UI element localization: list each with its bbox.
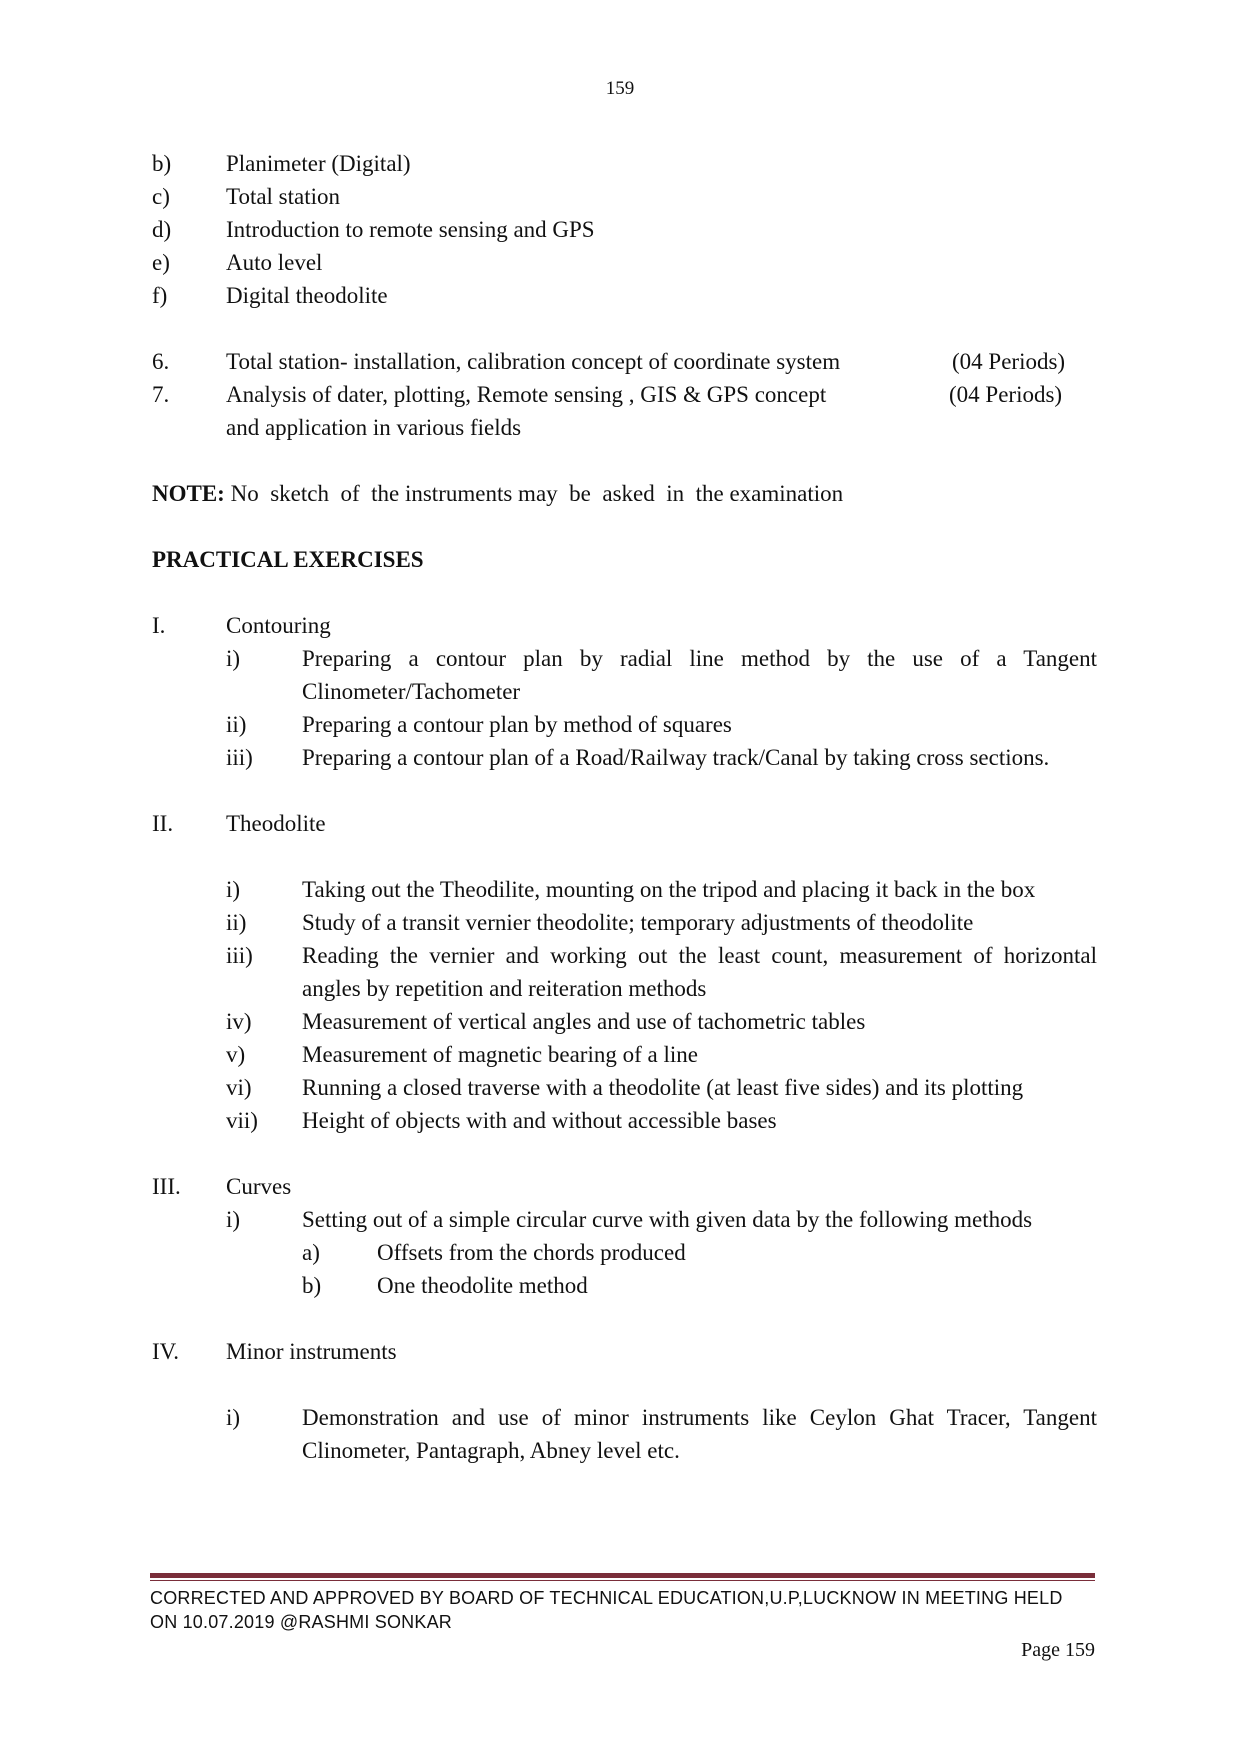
item-text: Auto level bbox=[226, 250, 323, 275]
item-label: c) bbox=[152, 184, 170, 209]
topic-periods: (04 Periods) bbox=[949, 382, 1063, 407]
item-label: ii) bbox=[226, 910, 247, 935]
footer-rule bbox=[150, 1573, 1095, 1578]
footer-text bbox=[150, 1586, 1095, 1634]
item-label: e) bbox=[152, 250, 170, 275]
item-text: Running a closed traverse with a theodolite (at least five sides) and its plotting bbox=[302, 1075, 1024, 1100]
item-text: Setting out of a simple circular curve with given data by the following methods bbox=[302, 1207, 1033, 1232]
sub-list-item bbox=[152, 1236, 1097, 1269]
item-label: i) bbox=[226, 877, 241, 902]
item-label: iii) bbox=[226, 745, 253, 770]
list-item bbox=[152, 279, 1097, 312]
item-text: Planimeter (Digital) bbox=[226, 151, 411, 176]
sub-list-item bbox=[152, 1269, 1097, 1302]
item-text: Study of a transit vernier theodolite; temporary adjustments of theodolite bbox=[302, 910, 974, 935]
footer-line-1: CORRECTED AND APPROVED BY BOARD OF TECHNICAL EDUCATION,U.P,LUCKNOW IN MEETING HELD bbox=[150, 1588, 1063, 1608]
list-item bbox=[152, 873, 1097, 906]
topic-7 bbox=[152, 378, 1097, 444]
item-text: One theodolite method bbox=[377, 1273, 588, 1298]
list-item bbox=[152, 1401, 1097, 1467]
item-label: b) bbox=[302, 1273, 322, 1298]
item-text: Reading the vernier and working out the least count, measurement of horizontal angles by repetition and reiteration methods bbox=[302, 943, 1097, 1001]
item-label: vi) bbox=[226, 1075, 252, 1100]
item-label: vii) bbox=[226, 1108, 258, 1133]
footer-rule-thin bbox=[150, 1580, 1095, 1581]
section-label: I. bbox=[152, 613, 166, 638]
section-contouring bbox=[152, 609, 1097, 642]
item-label: iv) bbox=[226, 1009, 252, 1034]
page-content bbox=[152, 147, 1097, 1467]
section-title: Curves bbox=[226, 1174, 292, 1199]
section-label: IV. bbox=[152, 1339, 180, 1364]
topic-text: Analysis of dater, plotting, Remote sensing , GIS & GPS concept bbox=[226, 382, 827, 407]
section-title: Contouring bbox=[226, 613, 331, 638]
section-curves bbox=[152, 1170, 1097, 1203]
list-item bbox=[152, 741, 1097, 774]
section-theodolite bbox=[152, 807, 1097, 840]
item-text: Preparing a contour plan by method of squares bbox=[302, 712, 732, 737]
item-text: Total station bbox=[226, 184, 341, 209]
item-text: Digital theodolite bbox=[226, 283, 388, 308]
practical-heading: PRACTICAL EXERCISES bbox=[152, 547, 424, 572]
item-label: v) bbox=[226, 1042, 246, 1067]
section-minor-instruments bbox=[152, 1335, 1097, 1368]
item-text: Measurement of magnetic bearing of a line bbox=[302, 1042, 698, 1067]
item-label: iii) bbox=[226, 943, 253, 968]
list-item bbox=[152, 642, 1097, 708]
list-item bbox=[152, 246, 1097, 279]
list-item bbox=[152, 906, 1097, 939]
footer-page-number: Page 159 bbox=[1021, 1639, 1095, 1661]
item-label: d) bbox=[152, 217, 172, 242]
item-label: i) bbox=[226, 1405, 241, 1430]
topic-periods: (04 Periods) bbox=[952, 349, 1066, 374]
section-label: II. bbox=[152, 811, 174, 836]
item-text: Height of objects with and without accessible bases bbox=[302, 1108, 777, 1133]
note-text: No sketch of the instruments may be asked in the examination bbox=[230, 481, 844, 506]
equipment-list bbox=[152, 147, 1097, 312]
item-text: Preparing a contour plan of a Road/Railway track/Canal by taking cross sections. bbox=[302, 745, 1050, 770]
page-number-top: 159 bbox=[605, 78, 635, 99]
topic-text: Total station- installation, calibration concept of coordinate system bbox=[226, 349, 841, 374]
list-item bbox=[152, 180, 1097, 213]
item-text: Offsets from the chords produced bbox=[377, 1240, 686, 1265]
list-item bbox=[152, 1104, 1097, 1137]
item-label: b) bbox=[152, 151, 172, 176]
list-item bbox=[152, 1005, 1097, 1038]
section-title: Theodolite bbox=[226, 811, 326, 836]
topic-6 bbox=[152, 345, 1097, 378]
section-label: III. bbox=[152, 1174, 181, 1199]
list-item bbox=[152, 1038, 1097, 1071]
item-text: Taking out the Theodilite, mounting on the tripod and placing it back in the box bbox=[302, 877, 1036, 902]
list-item bbox=[152, 147, 1097, 180]
list-item bbox=[152, 1203, 1097, 1236]
topic-text-continued: and application in various fields bbox=[226, 415, 522, 440]
list-item bbox=[152, 708, 1097, 741]
item-label: ii) bbox=[226, 712, 247, 737]
item-label: f) bbox=[152, 283, 168, 308]
list-item bbox=[152, 939, 1097, 1005]
note bbox=[152, 477, 1097, 510]
item-text: Measurement of vertical angles and use of tachometric tables bbox=[302, 1009, 866, 1034]
footer-line-2: ON 10.07.2019 @RASHMI SONKAR bbox=[150, 1612, 452, 1632]
topic-number: 6. bbox=[152, 349, 170, 374]
section-title: Minor instruments bbox=[226, 1339, 397, 1364]
note-label: NOTE: bbox=[152, 481, 225, 506]
item-label: i) bbox=[226, 646, 241, 671]
item-text: Introduction to remote sensing and GPS bbox=[226, 217, 595, 242]
list-item bbox=[152, 213, 1097, 246]
item-text: Demonstration and use of minor instruments like Ceylon Ghat Tracer, Tangent Clinometer, Pantagraph, Abney level etc. bbox=[302, 1405, 1097, 1463]
list-item bbox=[152, 1071, 1097, 1104]
item-label: i) bbox=[226, 1207, 241, 1232]
item-text: Preparing a contour plan by radial line method by the use of a Tangent Clinometer/Tachometer bbox=[302, 646, 1097, 704]
topic-number: 7. bbox=[152, 382, 170, 407]
item-label: a) bbox=[302, 1240, 320, 1265]
